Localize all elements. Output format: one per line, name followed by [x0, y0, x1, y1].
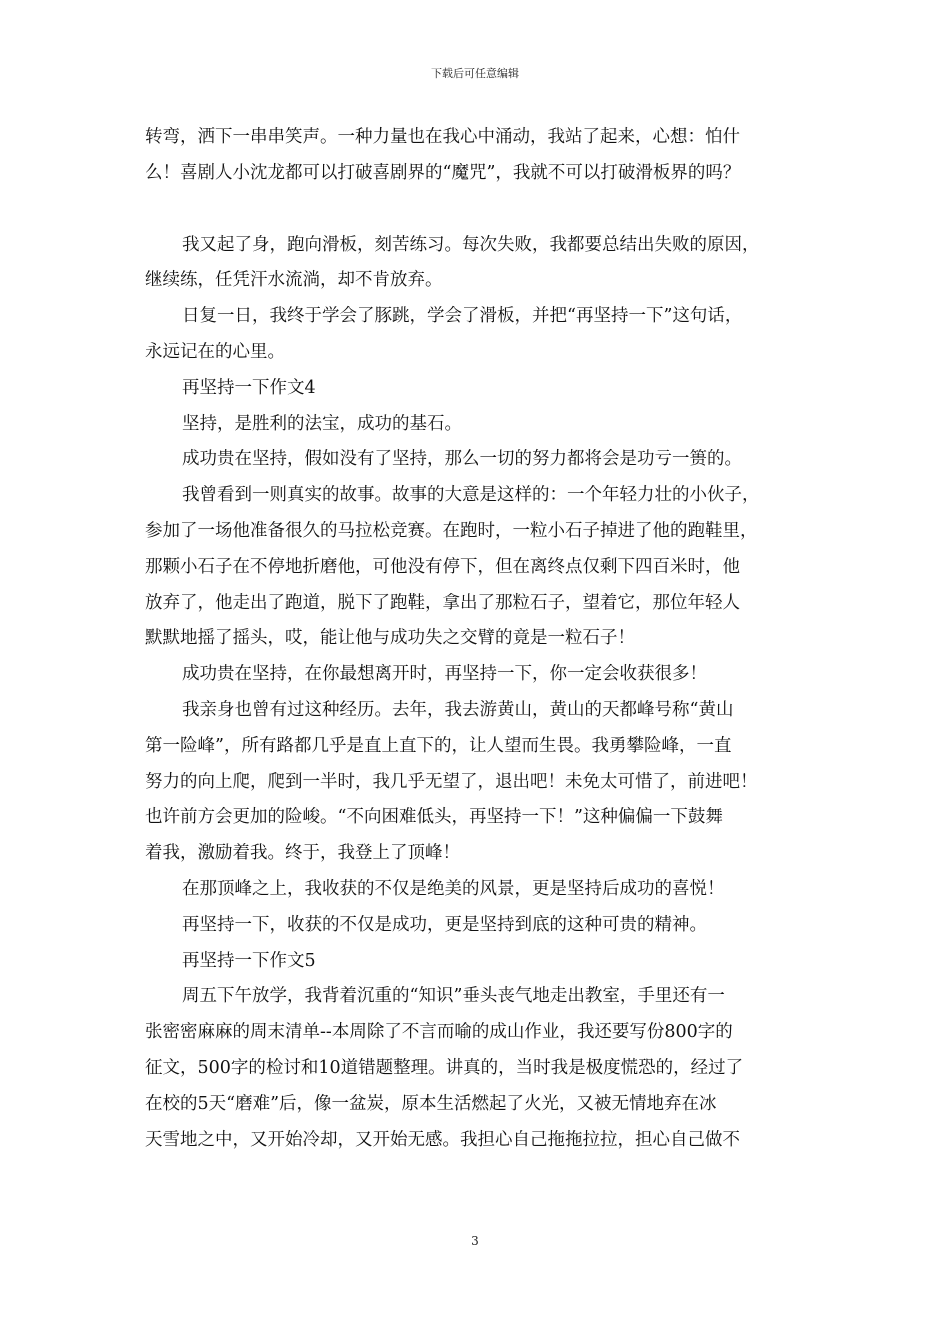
text-line: 转弯，洒下一串串笑声。一种力量也在我心中涌动，我站了起来，心想：怕什 — [145, 127, 740, 147]
text-line: 永远记在的心里。 — [145, 341, 285, 362]
text-line: 成功贵在坚持，在你最想离开时，再坚持一下，你一定会收获很多！ — [182, 664, 707, 685]
text-line: 继续练，任凭汗水流淌，却不肯放弃。 — [145, 270, 443, 291]
text-line: 第一险峰”，所有路都几乎是直上直下的，让人望而生畏。我勇攀险峰，一直 — [145, 735, 732, 756]
text-line: 那颗小石子在不停地折磨他，可他没有停下，但在离终点仅剩下四百米时，他 — [145, 556, 740, 577]
text-line: 征文，500字的检讨和10道错题整理。讲真的，当时我是极度慌恐的，经过了 — [145, 1057, 744, 1078]
text-line: 放弃了，他走出了跑道，脱下了跑鞋，拿出了那粒石子，望着它，那位年轻人 — [145, 592, 740, 613]
text-line: 默默地摇了摇头，哎，能让他与成功失之交臂的竟是一粒石子！ — [145, 628, 635, 649]
text-line: 成功贵在坚持，假如没有了坚持，那么一切的努力都将会是功亏一篑的。 — [182, 449, 742, 470]
text-line: 再坚持一下，收获的不仅是成功，更是坚持到底的这种可贵的精神。 — [182, 914, 707, 935]
text-line: 努力的向上爬，爬到一半时，我几乎无望了，退出吧！未免太可惜了，前进吧！ — [145, 771, 758, 792]
text-line: 我又起了身，跑向滑板，刻苦练习。每次失败，我都要总结出失败的原因， — [182, 234, 760, 255]
text-line: 我曾看到一则真实的故事。故事的大意是这样的：一个年轻力壮的小伙子， — [182, 485, 760, 506]
text-line: 日复一日，我终于学会了豚跳，学会了滑板，并把“再坚持一下”这句话， — [182, 306, 743, 327]
text-line: 天雪地之中，又开始冷却，又开始无感。我担心自己拖拖拉拉，担心自己做不 — [145, 1129, 740, 1150]
paragraph-gap — [145, 192, 807, 228]
text-line: 在校的5天“磨难”后，像一盆炭，原本生活燃起了火光，又被无情地弃在冰 — [145, 1093, 717, 1114]
text-line: 周五下午放学，我背着沉重的“知识”垂头丧气地走出教室，手里还有一 — [182, 986, 725, 1007]
text-line: 么！喜剧人小沈龙都可以打破喜剧界的“魔咒”，我就不可以打破滑板界的吗？ — [145, 162, 741, 183]
text-line: 参加了一场他准备很久的马拉松竞赛。在跑时，一粒小石子掉进了他的跑鞋里， — [145, 520, 758, 541]
text-line: 着我，激励着我。终于，我登上了顶峰！ — [145, 843, 460, 864]
text-line: 也许前方会更加的险峻。“不向困难低头，再坚持一下！”这种偏偏一下鼓舞 — [145, 807, 723, 828]
section-heading: 再坚持一下作文5 — [182, 950, 316, 971]
document-body — [145, 120, 807, 1158]
text-line: 坚持，是胜利的法宝，成功的基石。 — [182, 413, 462, 434]
text-line: 我亲身也曾有过这种经历。去年，我去游黄山，黄山的天都峰号称“黄山 — [182, 699, 734, 720]
page-header: 下载后可任意编辑 — [431, 67, 519, 80]
text-line: 张密密麻麻的周末清单--本周除了不言而喻的成山作业，我还要写份800字的 — [145, 1022, 733, 1043]
text-line: 在那顶峰之上，我收获的不仅是绝美的风景，更是坚持后成功的喜悦！ — [182, 878, 725, 899]
section-heading: 再坚持一下作文4 — [182, 377, 316, 398]
page-number: 3 — [471, 1234, 479, 1248]
